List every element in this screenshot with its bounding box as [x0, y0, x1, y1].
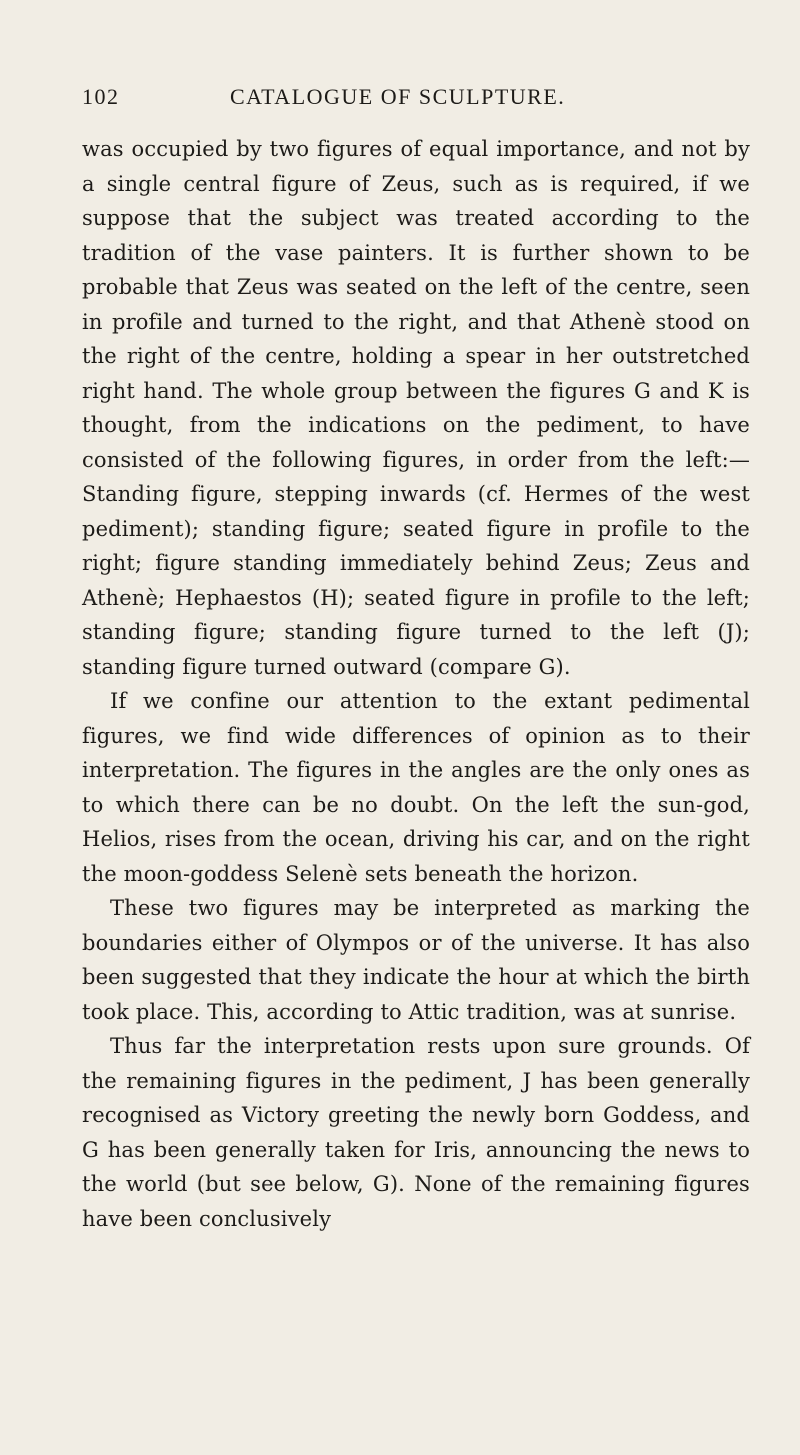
paragraph-remaining-figures: Thus far the interpretation rests upon sure grounds. Of the remaining figures in the pediment, J has been generally recognised as Victory greeting the newly born Goddess, and G has been generally taken for Iris, announcing the news to the world (but see below, G). None of the remaining figures have been conclusively — [82, 1034, 750, 1231]
running-head — [82, 84, 750, 120]
paragraph-boundaries: These two figures may be interpreted as marking the boundaries either of Olympos or of the universe. It has also been suggested that they indicate the hour at which the birth took place. This, according to Attic tradition, was at sunrise. — [82, 896, 750, 1024]
page-number: 102 — [82, 84, 120, 109]
body-text — [82, 132, 750, 1236]
running-title: CATALOGUE OF SCULPTURE. — [230, 84, 566, 109]
paragraph-interpretation: If we confine our attention to the extant pedimental figures, we find wide differences of opinion as to their interpretation. The figures in the angles are the only ones as to which there can be no doubt. On the left the sun-god, Helios, rises from the ocean, driving his car, and on the right the moon-goddess Selenè sets beneath the horizon. — [82, 689, 750, 886]
paragraph-continued: was occupied by two figures of equal importance, and not by a single central figure of Zeus, such as is required, if we suppose that the subject was treated according to the tradition of the vase painters. It is further shown to be probable that Zeus was seated on the left of the centre, seen in profile and turned to the right, and that Athenè stood on the right of the centre, holding a spear in her outstretched right hand. The whole group between the figures G and K is thought, from the indications on the pediment, to have consisted of the following figures, in order from the left:—Standing figure, stepping inwards (cf. Hermes of the west pediment); standing figure; seated figure in profile to the right; figure standing immediately behind Zeus; Zeus and Athenè; Hephaestos (H); seated figure in profile to the left; standing figure; standing figure turned to the left (J); standing figure turned outward (compare G). — [82, 137, 750, 679]
